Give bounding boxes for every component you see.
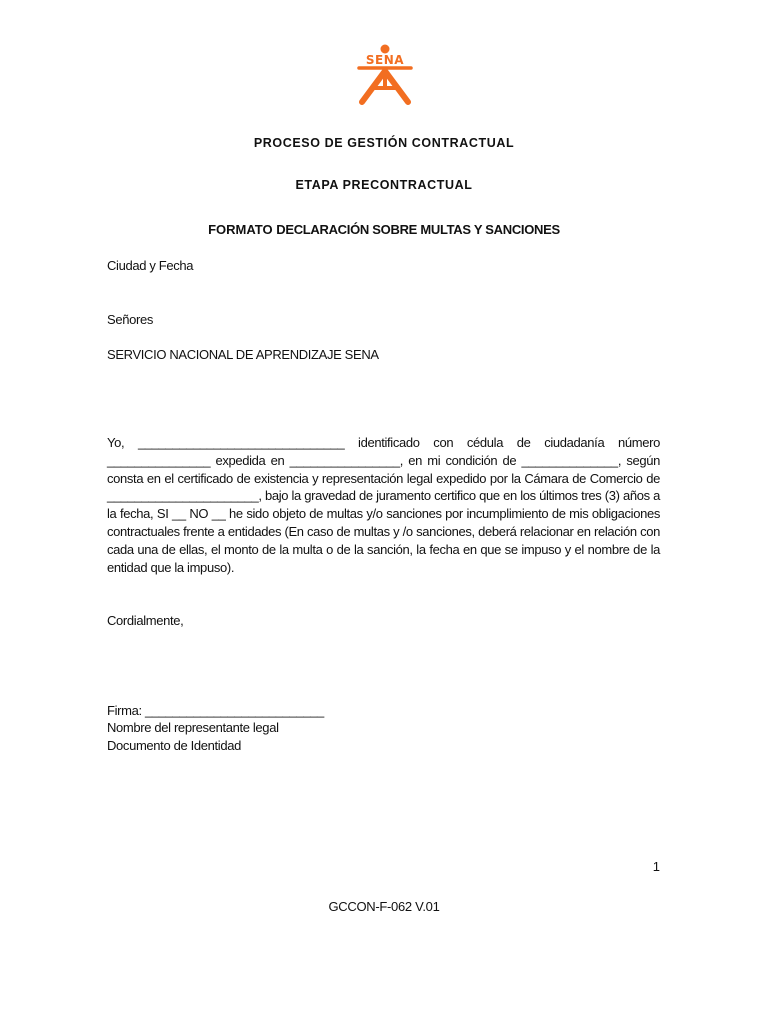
format-heading [0, 222, 768, 237]
logo-wordmark: SENA [365, 53, 405, 67]
salutation: Señores [107, 312, 153, 327]
format-title: DECLARACIÓN SOBRE MULTAS Y SANCIONES [276, 222, 560, 237]
recipient-name: SERVICIO NACIONAL DE APRENDIZAJE SENA [107, 347, 379, 362]
stage-heading: ETAPA PRECONTRACTUAL [295, 178, 473, 192]
form-code: GCCON-F-062 V.01 [328, 899, 440, 914]
closing-line: Cordialmente, [107, 613, 184, 628]
city-date-line: Ciudad y Fecha [107, 258, 194, 273]
declaration-paragraph: Yo, ______________________________ identificado con cédula de ciudadanía número _______________ expedida en ________________, en mi condición de ______________, según consta en el certificado de existencia y representación legal expedido por la Cámara de Comercio de ______________________, bajo la gravedad de juramento certifico que en los últimos tres (3) años a la fecha, SI __ NO __ he sido objeto de multas y/o sanciones por incumplimiento de mis obligaciones contractuales frente a entidades (En caso de multas y /o sanciones, deberá relacionar en relación con cada una de ellas, el monto de la multa o de la sanción, la fecha en que se impuso y el nombre de la entidad que la impuso). [107, 435, 660, 575]
format-prefix: FORMATO [208, 222, 273, 237]
id-document-label: Documento de Identidad [107, 738, 241, 753]
signature-line: Firma: __________________________ [107, 703, 324, 718]
representative-label: Nombre del representante legal [107, 720, 279, 735]
page-number: 1 [652, 859, 660, 874]
sena-logo [356, 44, 414, 106]
process-heading: PROCESO DE GESTIÓN CONTRACTUAL [253, 136, 515, 150]
